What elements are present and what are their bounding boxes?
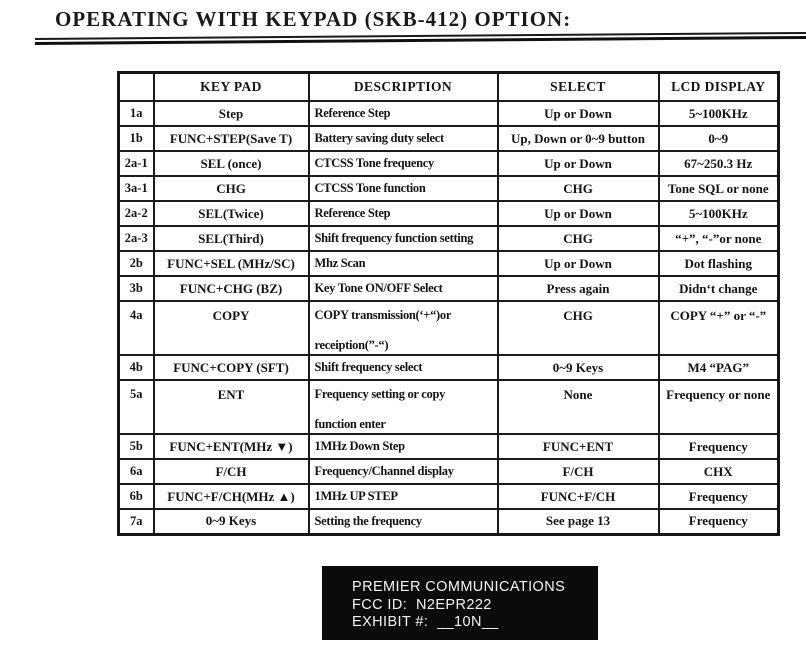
select-cell: CHG <box>498 176 659 201</box>
select-cell: None <box>498 380 659 434</box>
select-cell: FUNC+F/CH <box>498 484 659 509</box>
description-cell: 1MHz Down Step <box>309 434 498 459</box>
table-row <box>119 151 779 176</box>
fcc-stamp-block <box>322 566 598 640</box>
description-line-2: receiption(”-“) <box>314 338 389 352</box>
keypad-cell: F/CH <box>154 459 309 484</box>
row-id-cell: 4b <box>119 355 154 380</box>
keypad-cell: FUNC+CHG (BZ) <box>154 276 309 301</box>
table-row <box>119 301 779 355</box>
lcd-display-cell: COPY “+” or “-” <box>659 301 779 355</box>
description-cell: 1MHz UP STEP <box>309 484 498 509</box>
row-id-cell: 3a-1 <box>119 176 154 201</box>
keypad-cell: FUNC+STEP(Save T) <box>154 126 309 151</box>
table-row <box>119 459 779 484</box>
table-header-row <box>119 73 779 102</box>
select-cell: Up or Down <box>498 251 659 276</box>
row-id-cell: 4a <box>119 301 154 355</box>
table-row <box>119 434 779 459</box>
select-cell: Up or Down <box>498 201 659 226</box>
stamp-fcc-id: FCC ID: N2EPR222 <box>352 596 492 613</box>
header-cell-lcd-display: LCD DISPLAY <box>659 73 779 102</box>
lcd-display-cell: Frequency <box>659 434 779 459</box>
lcd-display-cell: 5~100KHz <box>659 101 779 126</box>
table-row <box>119 101 779 126</box>
stamp-exhibit-number: EXHIBIT #: __10N__ <box>352 614 499 630</box>
table-row <box>119 251 779 276</box>
keypad-function-table <box>117 71 780 536</box>
row-id-cell: 1b <box>119 126 154 151</box>
keypad-cell: FUNC+ENT(MHz ▼) <box>154 434 309 459</box>
description-cell: Reference Step <box>309 201 498 226</box>
select-cell: Up or Down <box>498 101 659 126</box>
keypad-cell: FUNC+F/CH(MHz ▲) <box>154 484 309 509</box>
select-cell: CHG <box>498 301 659 355</box>
lcd-display-cell: Dot flashing <box>659 251 779 276</box>
table-row <box>119 176 779 201</box>
row-id-cell: 1a <box>119 101 154 126</box>
row-id-cell: 5a <box>119 380 154 434</box>
description-line-1: Frequency setting or copy <box>314 387 446 401</box>
title-underline <box>35 32 806 45</box>
stamp-company-name: PREMIER COMMUNICATIONS <box>352 579 566 595</box>
table-row <box>119 380 779 434</box>
keypad-cell: FUNC+SEL (MHz/SC) <box>154 251 309 276</box>
header-cell-keypad: KEY PAD <box>154 73 309 102</box>
table-row <box>119 484 779 509</box>
row-id-cell: 6a <box>119 459 154 484</box>
table-row <box>119 355 779 380</box>
table-row <box>119 276 779 301</box>
lcd-display-cell: 5~100KHz <box>659 201 779 226</box>
lcd-display-cell: CHX <box>659 459 779 484</box>
select-cell: Up or Down <box>498 151 659 176</box>
description-cell: Battery saving duty select <box>309 126 498 151</box>
select-cell: F/CH <box>498 459 659 484</box>
lcd-display-cell: Tone SQL or none <box>659 176 779 201</box>
select-cell: Press again <box>498 276 659 301</box>
description-line-1: COPY transmission(‘+“)or <box>314 308 452 322</box>
description-line-2: function enter <box>314 417 386 431</box>
row-id-cell: 2a-2 <box>119 201 154 226</box>
row-id-cell: 2a-1 <box>119 151 154 176</box>
keypad-cell: SEL (once) <box>154 151 309 176</box>
lcd-display-cell: Frequency or none <box>659 380 779 434</box>
select-cell: CHG <box>498 226 659 251</box>
description-cell: CTCSS Tone function <box>309 176 498 201</box>
description-cell: Setting the frequency <box>309 509 498 534</box>
row-id-cell: 3b <box>119 276 154 301</box>
row-id-cell: 7a <box>119 509 154 534</box>
keypad-cell: 0~9 Keys <box>154 509 309 534</box>
table-row <box>119 126 779 151</box>
header-cell-row-id <box>119 73 154 102</box>
lcd-display-cell: Frequency <box>659 484 779 509</box>
table-row <box>119 201 779 226</box>
lcd-display-cell: 0~9 <box>659 126 779 151</box>
description-cell: Mhz Scan <box>309 251 498 276</box>
header-cell-select: SELECT <box>498 73 659 102</box>
keypad-cell: FUNC+COPY (SFT) <box>154 355 309 380</box>
keypad-cell: Step <box>154 101 309 126</box>
lcd-display-cell: “+”, “-”or none <box>659 226 779 251</box>
lcd-display-cell: Didn‘t change <box>659 276 779 301</box>
description-cell: CTCSS Tone frequency <box>309 151 498 176</box>
description-cell: Frequency/Channel display <box>309 459 498 484</box>
row-id-cell: 2b <box>119 251 154 276</box>
select-cell: FUNC+ENT <box>498 434 659 459</box>
row-id-cell: 5b <box>119 434 154 459</box>
description-cell <box>309 301 498 355</box>
table-row <box>119 226 779 251</box>
select-cell: 0~9 Keys <box>498 355 659 380</box>
keypad-cell: SEL(Twice) <box>154 201 309 226</box>
header-cell-description: DESCRIPTION <box>309 73 498 102</box>
page-title: OPERATING WITH KEYPAD (SKB-412) OPTION: <box>55 7 572 31</box>
keypad-cell: COPY <box>154 301 309 355</box>
description-cell: Key Tone ON/OFF Select <box>309 276 498 301</box>
lcd-display-cell: 67~250.3 Hz <box>659 151 779 176</box>
description-cell <box>309 380 498 434</box>
description-cell: Reference Step <box>309 101 498 126</box>
description-cell: Shift frequency select <box>309 355 498 380</box>
row-id-cell: 2a-3 <box>119 226 154 251</box>
lcd-display-cell: Frequency <box>659 509 779 534</box>
select-cell: Up, Down or 0~9 button <box>498 126 659 151</box>
lcd-display-cell: M4 “PAG” <box>659 355 779 380</box>
keypad-cell: CHG <box>154 176 309 201</box>
select-cell: See page 13 <box>498 509 659 534</box>
keypad-cell: SEL(Third) <box>154 226 309 251</box>
table-row <box>119 509 779 534</box>
description-cell: Shift frequency function setting <box>309 226 498 251</box>
row-id-cell: 6b <box>119 484 154 509</box>
keypad-cell: ENT <box>154 380 309 434</box>
